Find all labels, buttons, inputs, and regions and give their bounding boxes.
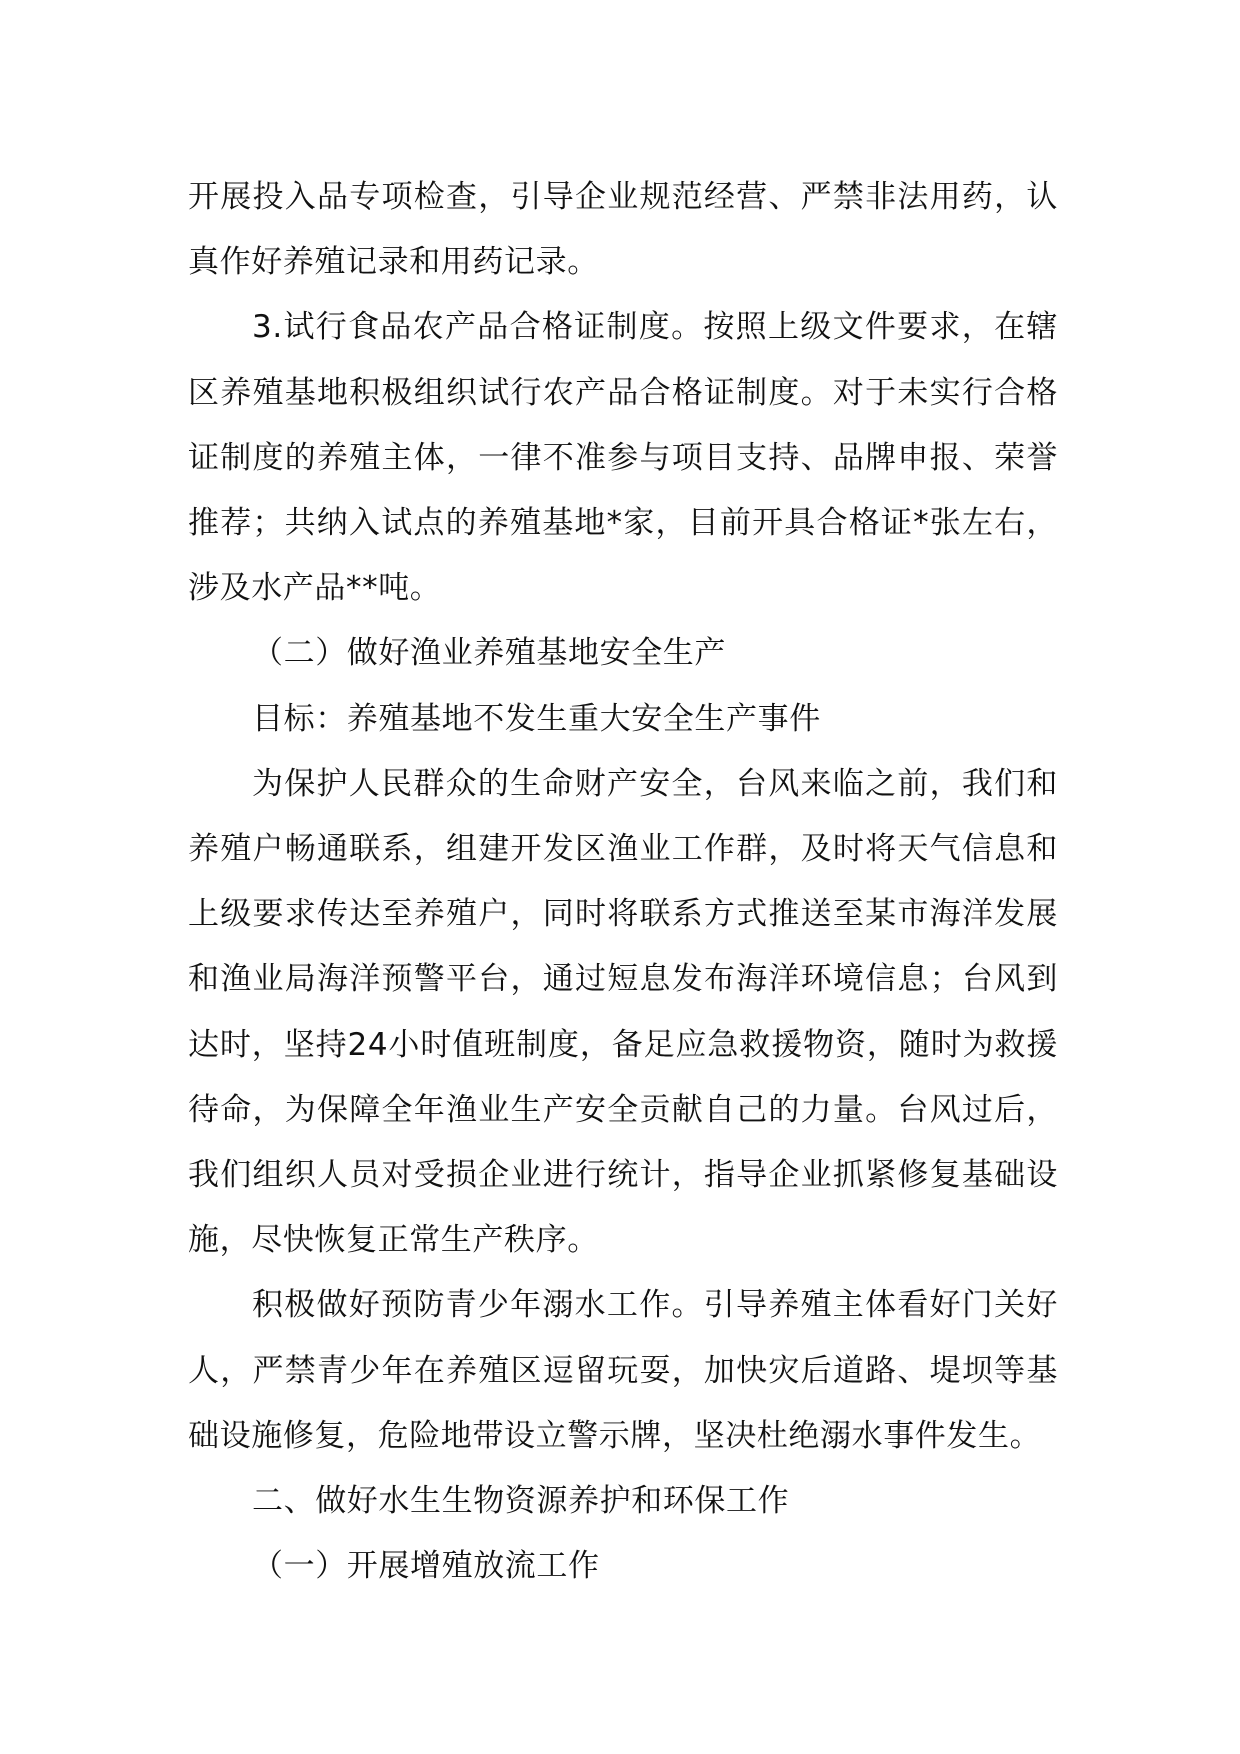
paragraph-safety-goal: 目标：养殖基地不发生重大安全生产事件 — [252, 700, 821, 737]
section-heading-resource-protection: 二、做好水生生物资源养护和环保工作 — [252, 1483, 790, 1520]
paragraph-certificate-system: 3.试行食品农产品合格证制度。按照上级文件要求，在辖区养殖基地积极组织试行农产品合格证制度。对于未实行合格证制度的养殖主体，一律不准参与项目支持、品牌申报、荣誉推荐；共纳入试点的养殖基地*家，目前开具合格证*张左右，涉及水产品**吨。 — [188, 309, 1058, 607]
section-heading-stock-enhancement: （一）开展增殖放流工作 — [252, 1548, 600, 1585]
paragraph-drowning-prevention: 积极做好预防青少年溺水工作。引导养殖主体看好门关好人，严禁青少年在养殖区逗留玩耍，加快灾后道路、堤坝等基础设施修复，危险地带设立警示牌，坚决杜绝溺水事件发生。 — [188, 1287, 1058, 1454]
paragraph-typhoon-response: 为保护人民群众的生命财产安全，台风来临之前，我们和养殖户畅通联系，组建开发区渔业工作群，及时将天气信息和上级要求传达至养殖户，同时将联系方式推送至某市海洋发展和渔业局海洋预警平台，通过短息发布海洋环境信息；台风到达时，坚持24小时值班制度，备足应急救援物资，随时为救援待命，为保障全年渔业生产安全贡献自己的力量。台风过后，我们组织人员对受损企业进行统计，指导企业抓紧修复基础设施，尽快恢复正常生产秩序。 — [188, 765, 1058, 1259]
paragraph-continuation: 开展投入品专项检查，引导企业规范经营、严禁非法用药，认真作好养殖记录和用药记录。 — [188, 179, 1058, 281]
section-heading-safety-production: （二）做好渔业养殖基地安全生产 — [252, 635, 726, 672]
document-body — [188, 165, 1058, 1599]
